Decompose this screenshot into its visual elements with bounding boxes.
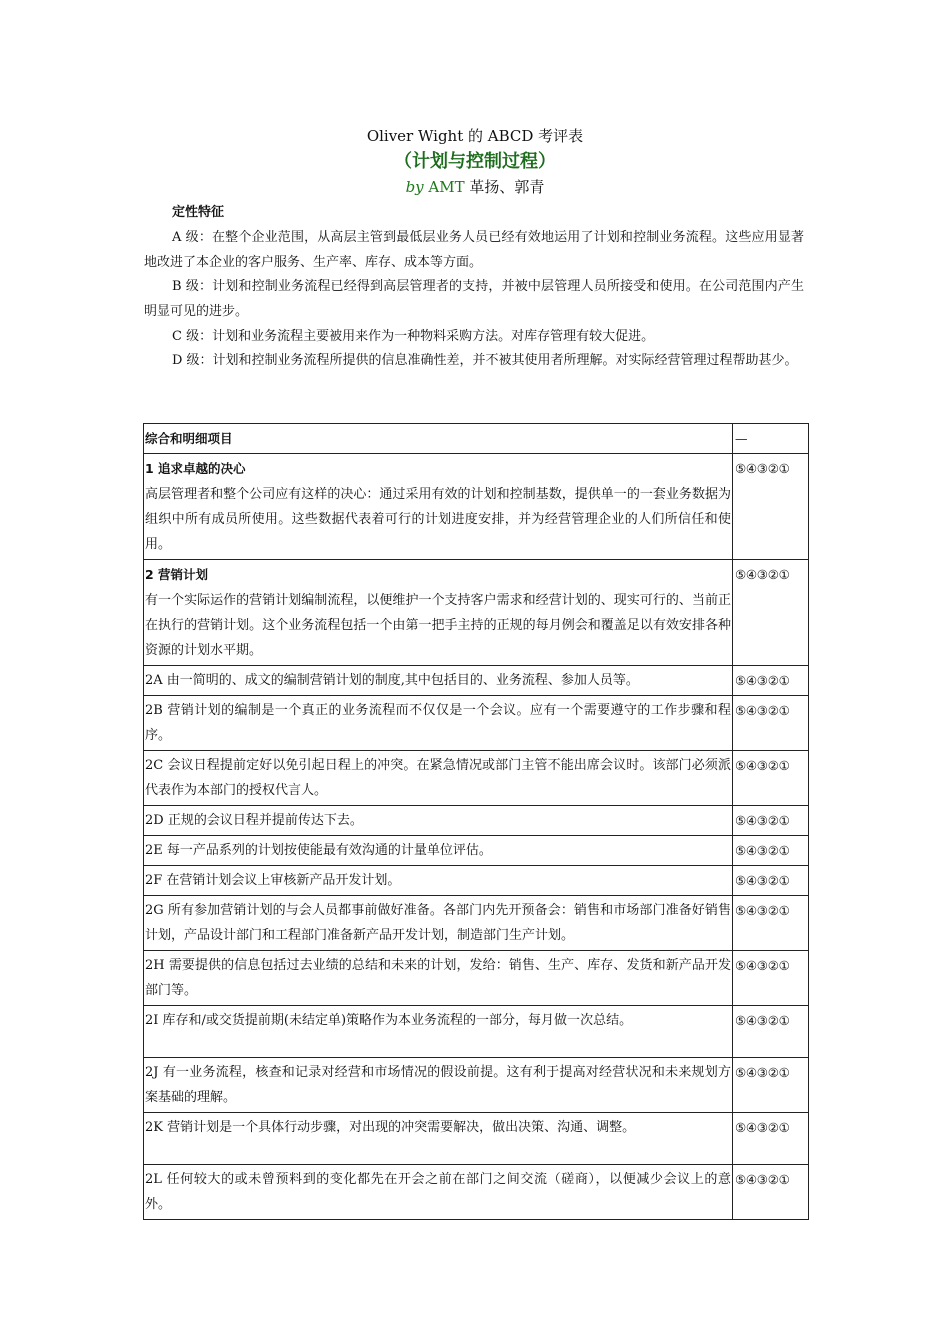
- row-title: 1 追求卓越的决心: [145, 461, 246, 476]
- score-selector[interactable]: ⑤④③②①: [733, 666, 809, 696]
- qualitative-heading: 定性特征: [172, 205, 225, 220]
- score-selector[interactable]: ⑤④③②①: [733, 806, 809, 836]
- document-subtitle: （计划与控制过程）: [394, 151, 556, 172]
- header-items-label: 综合和明细项目: [144, 424, 733, 454]
- header-score-label: —: [733, 424, 809, 454]
- row-body: 有一个实际运作的营销计划编制流程，以便维护一个支持客户需求和经营计划的、现实可行的、当前正在执行的营销计划。这个业务流程包括一个由第一把手主持的正规的每月例会和覆盖足以有效安排各种资源的计划水平期。: [145, 593, 731, 658]
- score-selector[interactable]: ⑤④③②①: [733, 454, 809, 560]
- score-selector[interactable]: ⑤④③②①: [733, 1113, 809, 1165]
- table-row: [144, 696, 809, 751]
- score-selector[interactable]: ⑤④③②①: [733, 696, 809, 751]
- table-row: [144, 560, 809, 666]
- score-selector[interactable]: ⑤④③②①: [733, 836, 809, 866]
- row-body: 2D 正规的会议日程并提前传达下去。: [144, 806, 733, 836]
- row-body: 2B 营销计划的编制是一个真正的业务流程而不仅仅是一个会议。应有一个需要遵守的工作步骤和程序。: [144, 696, 733, 751]
- row-title: 2 营销计划: [145, 567, 209, 582]
- score-selector[interactable]: ⑤④③②①: [733, 751, 809, 806]
- row-body: 2F 在营销计划会议上审核新产品开发计划。: [144, 866, 733, 896]
- row-description: [144, 560, 733, 666]
- table-row: [144, 951, 809, 1006]
- row-body: 2I 库存和/或交货提前期(未结定单)策略作为本业务流程的一部分，每月做一次总结。: [144, 1006, 733, 1058]
- document-title: Oliver Wight 的 ABCD 考评表: [366, 127, 584, 145]
- table-row: [144, 1058, 809, 1113]
- row-body: 2H 需要提供的信息包括过去业绩的总结和未来的计划，发给：销售、生产、库存、发货和新产品开发部门等。: [144, 951, 733, 1006]
- table-row: [144, 866, 809, 896]
- row-body: 2G 所有参加营销计划的与会人员都事前做好准备。各部门内先开预备会：销售和市场部门准备好销售计划，产品设计部门和工程部门准备新产品开发计划，制造部门生产计划。: [144, 896, 733, 951]
- row-body: 2L 任何较大的或未曾预料到的变化都先在开会之前在部门之间交流（磋商），以便减少会议上的意外。: [144, 1165, 733, 1220]
- table-row: [144, 1113, 809, 1165]
- row-body: 2A 由一简明的、成文的编制营销计划的制度,其中包括目的、业务流程、参加人员等。: [144, 666, 733, 696]
- score-selector[interactable]: ⑤④③②①: [733, 951, 809, 1006]
- score-selector[interactable]: ⑤④③②①: [733, 1165, 809, 1220]
- table-row: [144, 836, 809, 866]
- author-org: AMT: [428, 178, 465, 196]
- table-row: [144, 454, 809, 560]
- author-names: 革扬、郭青: [469, 178, 545, 196]
- row-body: 2C 会议日程提前定好以免引起日程上的冲突。在紧急情况或部门主管不能出席会议时。该部门必须派代表作为本部门的授权代言人。: [144, 751, 733, 806]
- table-row: [144, 751, 809, 806]
- table-row: [144, 666, 809, 696]
- level-b-paragraph: B 级：计划和控制业务流程已经得到高层管理者的支持，并被中层管理人员所接受和使用。在公司范围内产生明显可见的进步。: [144, 279, 804, 319]
- author-by: by: [405, 178, 424, 196]
- score-selector[interactable]: ⑤④③②①: [733, 896, 809, 951]
- score-selector[interactable]: ⑤④③②①: [733, 1006, 809, 1058]
- score-selector[interactable]: ⑤④③②①: [733, 866, 809, 896]
- score-selector[interactable]: ⑤④③②①: [733, 560, 809, 666]
- row-body: 高层管理者和整个公司应有这样的决心：通过采用有效的计划和控制基数，提供单一的一套业务数据为组织中所有成员所使用。这些数据代表着可行的计划进度安排，并为经营管理企业的人们所信任和使用。: [145, 487, 731, 552]
- table-row: [144, 1165, 809, 1220]
- level-c-paragraph: C 级：计划和业务流程主要被用来作为一种物料采购方法。对库存管理有较大促进。: [172, 329, 655, 344]
- table-row: [144, 806, 809, 836]
- row-body: 2J 有一业务流程，核查和记录对经营和市场情况的假设前提。这有利于提高对经营状况和未来规划方案基础的理解。: [144, 1058, 733, 1113]
- score-selector[interactable]: ⑤④③②①: [733, 1058, 809, 1113]
- level-a-paragraph: A 级：在整个企业范围，从高层主管到最低层业务人员已经有效地运用了计划和控制业务流程。这些应用显著地改进了本企业的客户服务、生产率、库存、成本等方面。: [144, 230, 804, 270]
- table-row: [144, 896, 809, 951]
- author-line: [0, 176, 950, 198]
- row-body: 2K 营销计划是一个具体行动步骤，对出现的冲突需要解决，做出决策、沟通、调整。: [144, 1113, 733, 1165]
- table-row: [144, 1006, 809, 1058]
- row-description: [144, 454, 733, 560]
- table-header-row: [144, 424, 809, 454]
- level-d-paragraph: D 级：计划和控制业务流程所提供的信息准确性差，并不被其使用者所理解。对实际经营管理过程帮助甚少。: [172, 353, 798, 368]
- evaluation-table: [143, 423, 809, 1220]
- row-body: 2E 每一产品系列的计划按使能最有效沟通的计量单位评估。: [144, 836, 733, 866]
